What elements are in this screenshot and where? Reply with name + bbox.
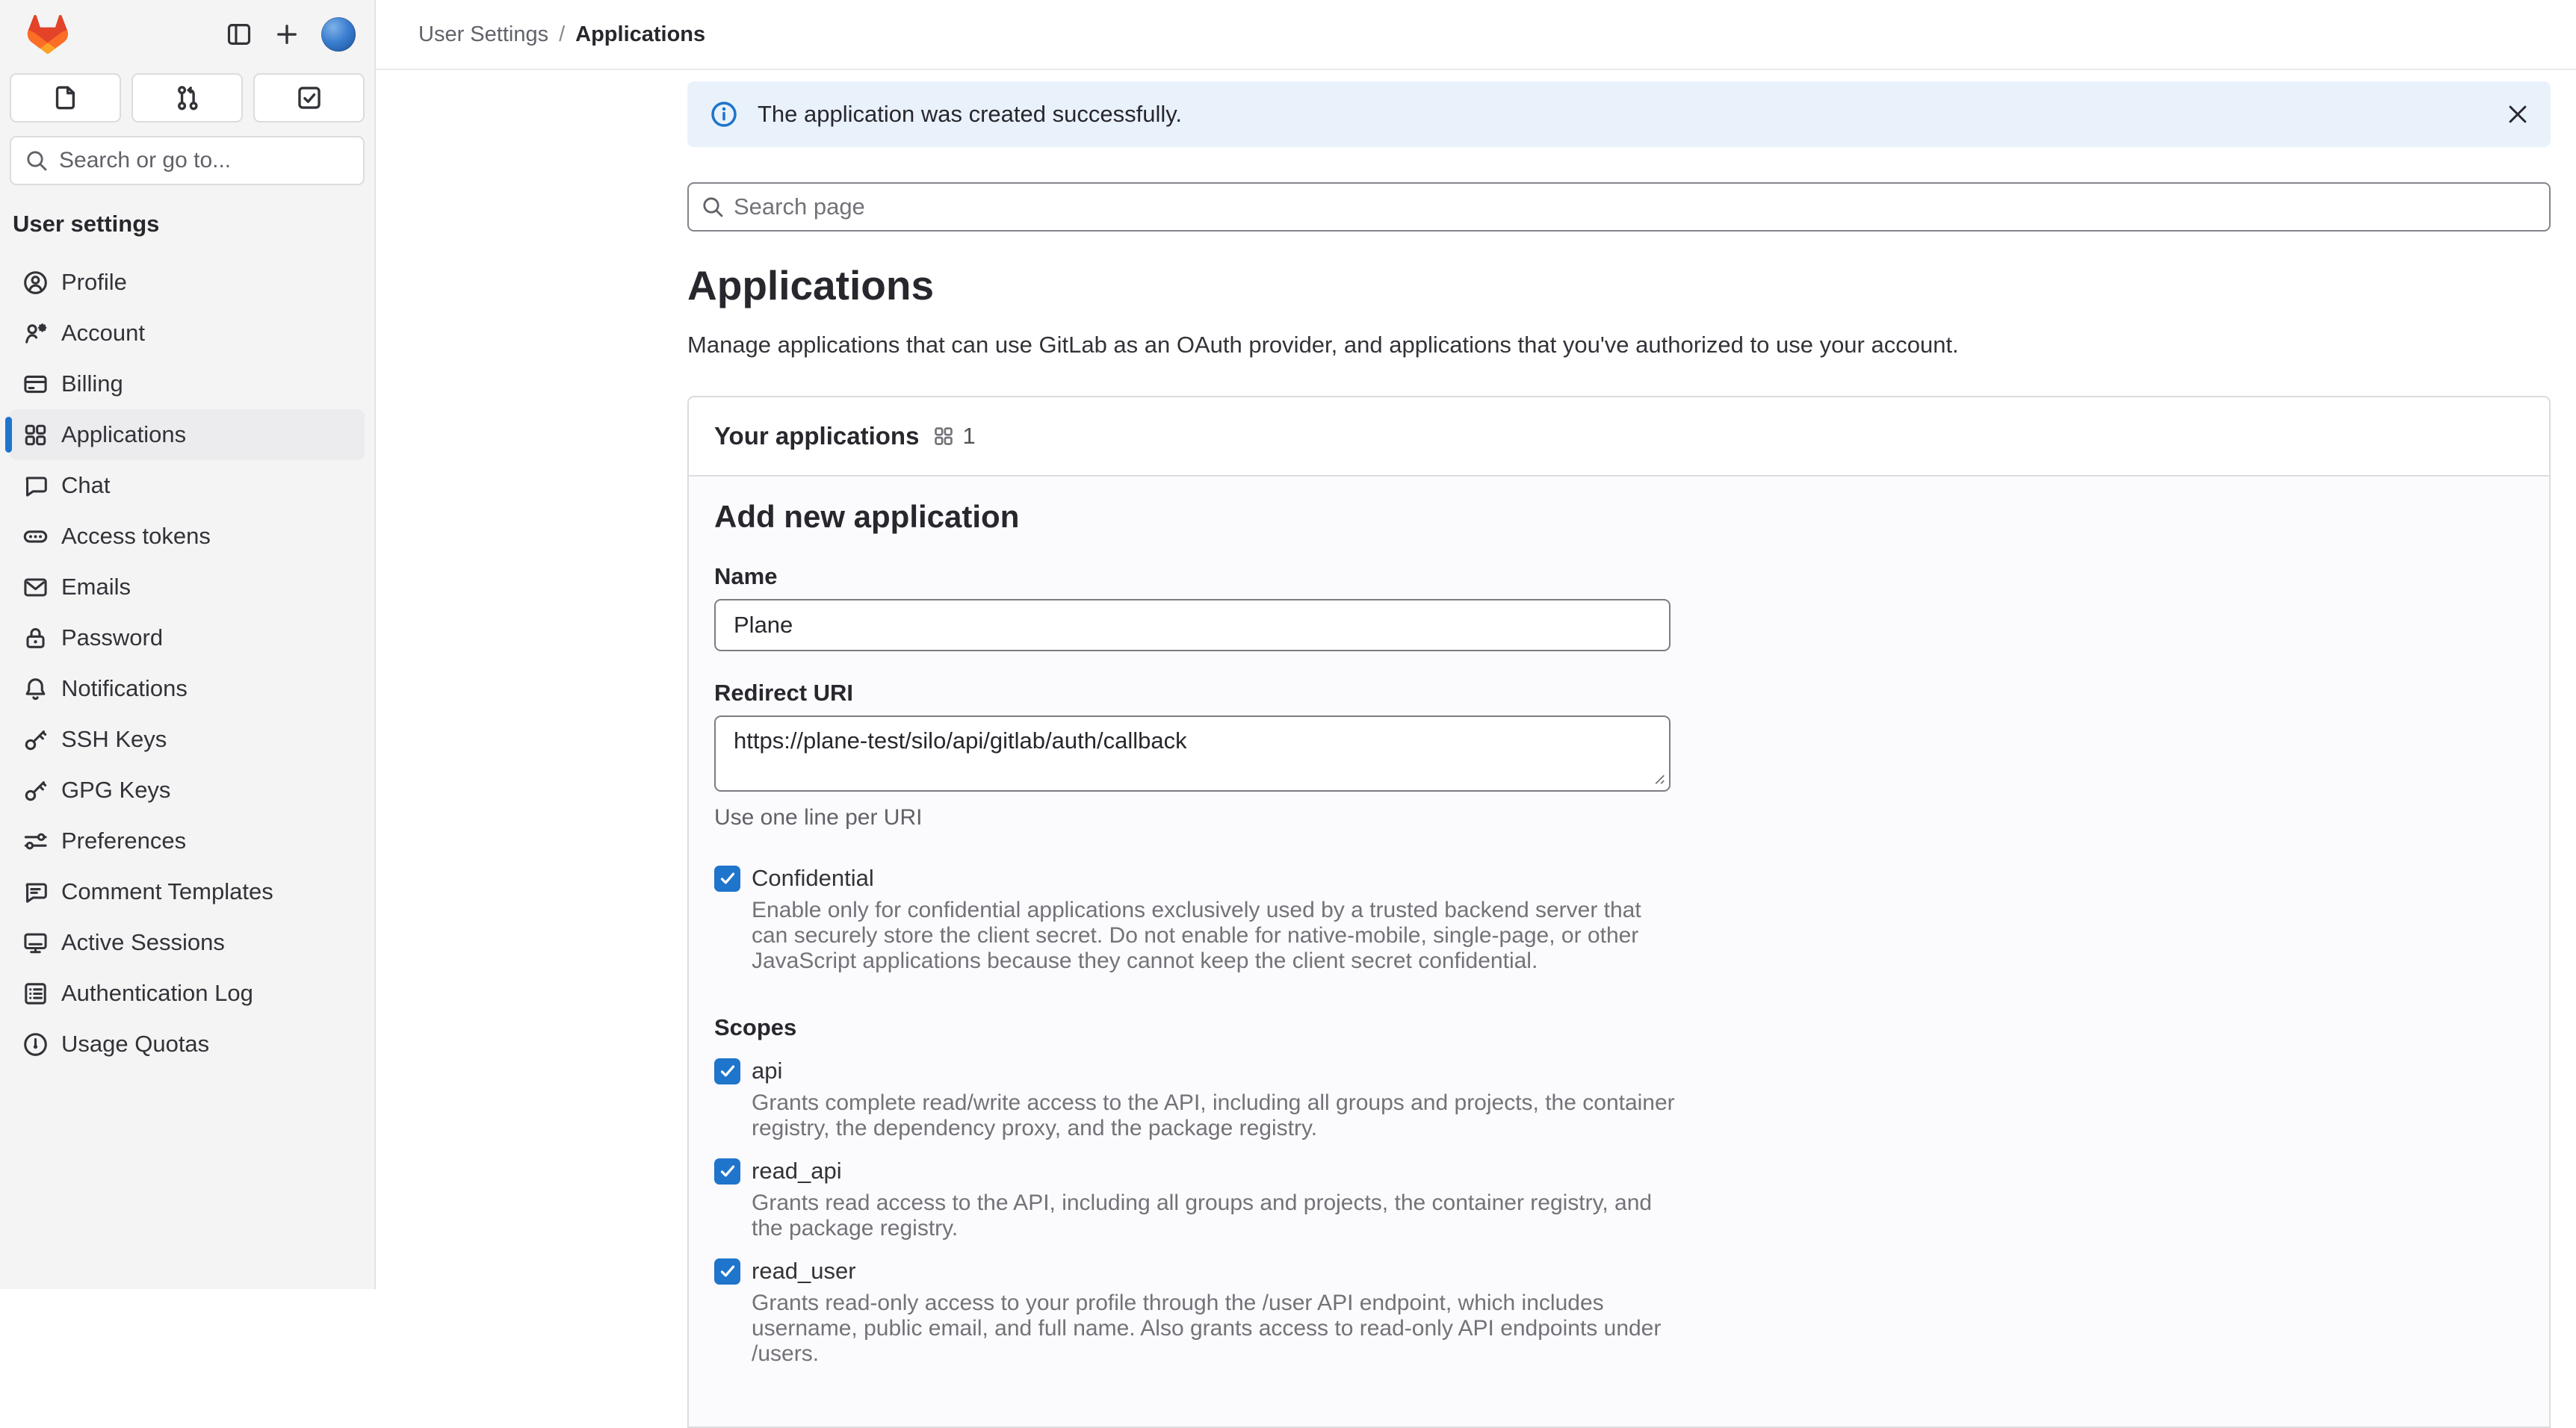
sidebar-item-label: Authentication Log (61, 980, 253, 1006)
redirect-uri-textarea[interactable] (714, 715, 1671, 792)
check-icon (718, 869, 737, 888)
sidebar-item-label: Emails (61, 574, 131, 600)
key-icon (22, 777, 49, 804)
preferences-icon (22, 828, 49, 854)
sidebar-item-label: Password (61, 624, 164, 651)
main-area (376, 0, 2576, 1366)
sidebar-item-active-sessions[interactable] (10, 917, 365, 968)
sidebar-item-label: Billing (61, 370, 123, 397)
active-sessions-icon (22, 930, 49, 956)
billing-icon (22, 371, 49, 397)
check-icon (718, 1161, 737, 1181)
merge-requests-shortcut-button[interactable] (131, 73, 243, 122)
page-title: Applications (687, 262, 935, 308)
page-description: Manage applications that can use GitLab as an OAuth provider, and applications that you've authorized to use your account. (687, 332, 1959, 358)
sidebar-item-label: SSH Keys (61, 726, 167, 752)
sidebar-item-billing[interactable] (10, 358, 365, 409)
info-icon (710, 100, 738, 128)
page-search-input[interactable] (734, 193, 2537, 220)
confidential-label[interactable]: Confidential (752, 865, 874, 891)
create-new-icon[interactable] (273, 21, 300, 48)
global-search-field[interactable] (10, 136, 365, 185)
user-avatar[interactable] (321, 17, 356, 52)
sidebar-item-ssh-keys[interactable] (10, 714, 365, 765)
sidebar-item-account[interactable] (10, 308, 365, 358)
breadcrumb-current: Applications (575, 22, 706, 46)
confidential-checkbox[interactable] (714, 866, 740, 892)
sidebar-item-label: Usage Quotas (61, 1031, 210, 1057)
sidebar-item-label: Profile (61, 269, 127, 295)
todos-icon (296, 84, 323, 111)
sidebar-item-label: Account (61, 320, 146, 346)
scope-api (714, 1058, 2524, 1141)
key-icon (22, 727, 49, 753)
gitlab-logo-icon[interactable] (27, 15, 69, 54)
breadcrumb-separator: / (559, 22, 566, 46)
sidebar-item-label: Chat (61, 472, 111, 498)
sidebar-item-label: Applications (61, 421, 187, 447)
success-alert (687, 81, 2551, 147)
sidebar-item-applications[interactable] (10, 409, 365, 460)
todos-shortcut-button[interactable] (253, 73, 365, 122)
page-search (687, 182, 2551, 232)
search-icon (701, 195, 725, 219)
account-icon (22, 320, 49, 347)
close-icon (2504, 101, 2531, 128)
scopes-label: Scopes (714, 1014, 797, 1040)
breadcrumb-user-settings[interactable]: User Settings (418, 22, 549, 46)
your-applications-card (687, 396, 2551, 1428)
sidebar (0, 0, 376, 1289)
active-indicator (5, 417, 12, 453)
scope-read-api-help: Grants read access to the API, including all groups and projects, the container registry, and the package registry. (752, 1190, 1653, 1241)
scope-api-help: Grants complete read/write access to the API, including all groups and projects, the container registry, the dependency proxy, and the package registry. (752, 1090, 1675, 1140)
breadcrumb-bar (376, 0, 2576, 70)
comment-templates-icon (22, 879, 49, 905)
sidebar-item-chat[interactable] (10, 460, 365, 511)
scope-read-user-label[interactable]: read_user (752, 1258, 856, 1284)
user-settings-nav (0, 257, 374, 1070)
usage-quotas-icon (22, 1031, 49, 1058)
sidebar-item-label: GPG Keys (61, 777, 171, 803)
redirect-uri-label: Redirect URI (714, 680, 854, 706)
sidebar-item-authentication-log[interactable] (10, 968, 365, 1019)
global-search-label: Search or go to... (59, 148, 232, 173)
password-icon (22, 625, 49, 651)
applications-count: 1 (962, 423, 976, 449)
card-title: Your applications (714, 422, 920, 450)
sidebar-item-password[interactable] (10, 612, 365, 663)
sidebar-item-label: Comment Templates (61, 878, 273, 904)
sidebar-item-preferences[interactable] (10, 816, 365, 866)
add-application-heading: Add new application (714, 499, 1020, 534)
redirect-uri-help: Use one line per URI (714, 805, 923, 830)
notifications-icon (22, 676, 49, 702)
profile-icon (22, 270, 49, 296)
sidebar-item-label: Access tokens (61, 523, 211, 549)
applications-count-icon (932, 425, 955, 447)
issues-shortcut-button[interactable] (10, 73, 121, 122)
sidebar-item-usage-quotas[interactable] (10, 1019, 365, 1070)
applications-icon (22, 422, 49, 448)
access-tokens-icon (22, 524, 49, 550)
sidebar-section-title: User settings (13, 211, 160, 237)
scope-read-user (714, 1258, 2524, 1367)
alert-message: The application was created successfully. (758, 101, 1183, 127)
sidebar-toggle-icon[interactable] (226, 21, 253, 48)
scope-read-user-help: Grants read-only access to your profile through the /user API endpoint, which includes username, public email, and full name. Also grants access to read-only API endpoints under /users. (752, 1291, 1662, 1366)
sidebar-item-label: Active Sessions (61, 929, 225, 955)
name-label: Name (714, 563, 778, 589)
scope-read-api (714, 1158, 2524, 1241)
sidebar-item-profile[interactable] (10, 257, 365, 308)
sidebar-item-access-tokens[interactable] (10, 511, 365, 562)
chat-icon (22, 473, 49, 499)
sidebar-item-gpg-keys[interactable] (10, 765, 365, 816)
authentication-log-icon (22, 981, 49, 1007)
scope-read-api-label[interactable]: read_api (752, 1158, 842, 1184)
scope-api-label[interactable]: api (752, 1058, 783, 1084)
confidential-help: Enable only for confidential applications exclusively used by a trusted backend server that can securely store the client secret. Do not enable for native-mobile, single-page, or other JavaScript applications because they cannot keep the client secret confidential. (752, 898, 1641, 973)
issues-icon (52, 84, 79, 111)
sidebar-item-label: Preferences (61, 828, 187, 854)
scope-read-api-checkbox[interactable] (714, 1158, 740, 1185)
sidebar-item-notifications[interactable] (10, 663, 365, 714)
scope-read-user-checkbox[interactable] (714, 1258, 740, 1285)
alert-dismiss-button[interactable] (2504, 101, 2531, 128)
card-body (689, 476, 2549, 1427)
sidebar-item-emails[interactable] (10, 562, 365, 612)
check-icon (718, 1261, 737, 1281)
card-header (689, 397, 2549, 476)
scope-api-checkbox[interactable] (714, 1058, 740, 1084)
sidebar-item-comment-templates[interactable] (10, 866, 365, 917)
emails-icon (22, 574, 49, 600)
check-icon (718, 1061, 737, 1081)
sidebar-item-label: Notifications (61, 675, 188, 701)
application-name-input[interactable] (714, 599, 1671, 651)
resize-grip-icon[interactable] (1650, 769, 1666, 786)
search-icon (25, 149, 49, 173)
merge-request-icon (174, 84, 201, 111)
